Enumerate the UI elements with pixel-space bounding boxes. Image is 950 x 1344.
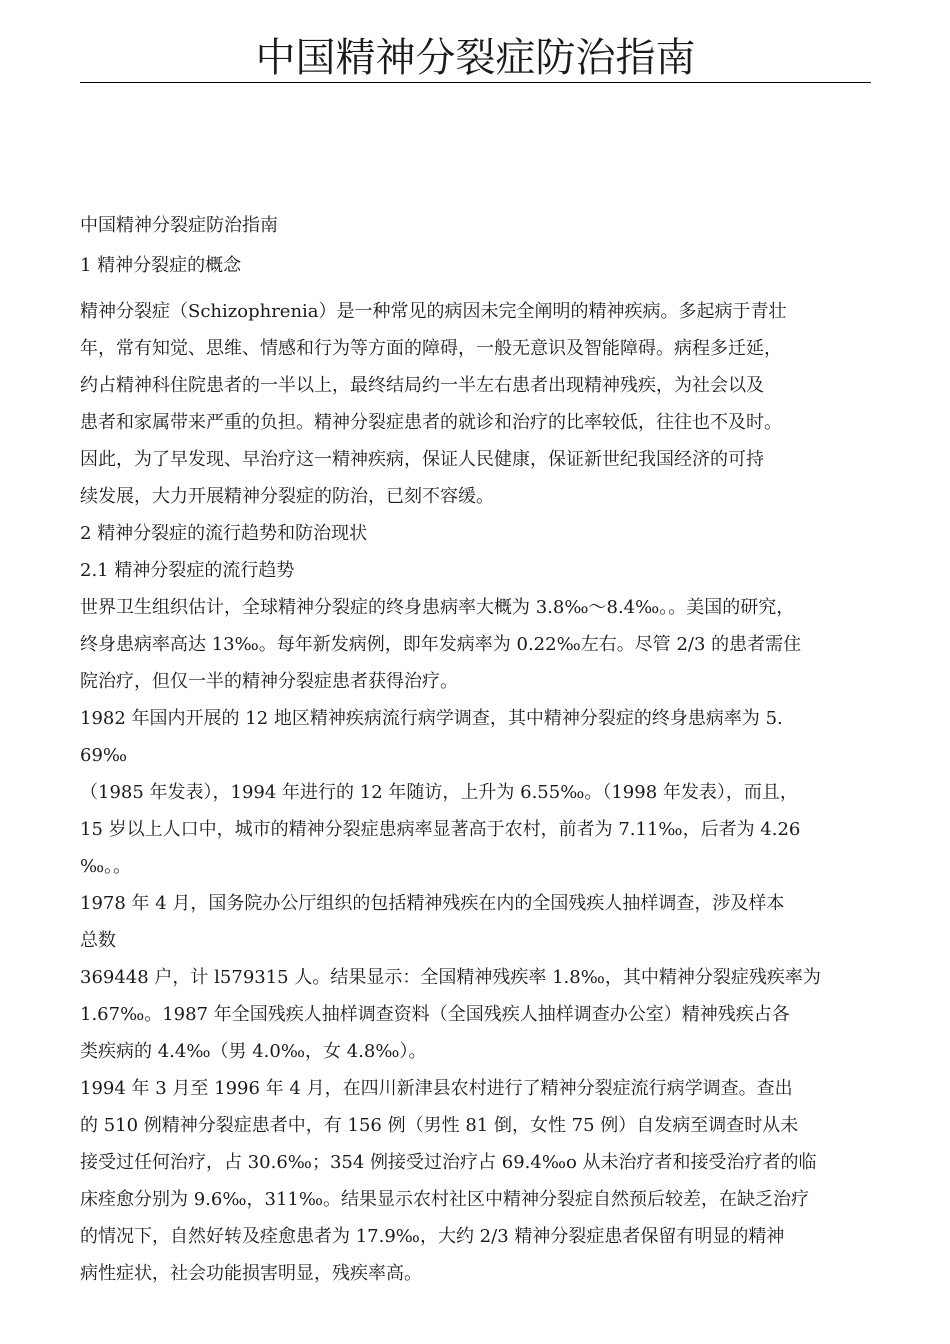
paragraph-line: 15 岁以上人口中，城市的精神分裂症患病率显著高于农村，前者为 7.11‰，后者为 4.26: [80, 819, 801, 840]
paragraph-line: 因此，为了早发现、早治疗这一精神疾病，保证人民健康，保证新世纪我国经济的可持: [80, 449, 764, 470]
section-heading-1: 1 精神分裂症的概念: [80, 255, 242, 276]
page-header: [80, 28, 871, 83]
paragraph-line: 精神分裂症（Schizophrenia）是一种常见的病因未完全阐明的精神疾病。多起病于青壮: [80, 301, 787, 322]
paragraph-disability-survey: [80, 885, 880, 1070]
paragraph-line: （1985 年发表），1994 年进行的 12 年随访，上升为 6.55‰。（1998 年发表），而且，: [80, 782, 798, 803]
paragraph-line: 院治疗，但仅一半的精神分裂症患者获得治疗。: [80, 671, 458, 692]
paragraph-line: 类疾病的 4.4‰（男 4.0‰，女 4.8‰）。: [80, 1041, 427, 1062]
section-heading-2: 2 精神分裂症的流行趋势和防治现状: [80, 523, 368, 544]
paragraph-line: 的 510 例精神分裂症患者中，有 156 例（男性 81 倒，女性 75 例）自发病至调查时从未: [80, 1115, 799, 1136]
paragraph-line: 世界卫生组织估计，全球精神分裂症的终身患病率大概为 3.8‰～8.4‰。。美国的研究，: [80, 597, 795, 618]
paragraph-line: 终身患病率高达 13‰。每年新发病例，即年发病率为 0.22‰左右。尽管 2/3 的患者需住: [80, 634, 802, 655]
paragraph-line: ‰。。: [80, 856, 132, 877]
document-title: 中国精神分裂症防治指南: [80, 215, 278, 236]
paragraph-line: 续发展，大力开展精神分裂症的防治，已刻不容缓。: [80, 486, 494, 507]
paragraph-line: 1.67‰。1987 年全国残疾人抽样调查资料（全国残疾人抽样调查办公室）精神残疾占各: [80, 1004, 790, 1025]
paragraph-line: 369448 户，计 l579315 人。结果显示：全国精神残疾率 1.8‰，其中精神分裂症残疾率为: [80, 967, 821, 988]
paragraph-line: 年，常有知觉、思维、情感和行为等方面的障碍，一般无意识及智能障碍。病程多迁延，: [80, 338, 782, 359]
paragraph-world-prevalence: [80, 589, 880, 700]
paragraph-line: 总数: [80, 930, 116, 951]
paragraph-line: 患者和家属带来严重的负担。精神分裂症患者的就诊和治疗的比率较低，往往也不及时。: [80, 412, 782, 433]
paragraph-line: 的情况下，自然好转及痊愈患者为 17.9‰，大约 2/3 精神分裂症患者保留有明显的精神: [80, 1226, 785, 1247]
paragraph-line: 69‰: [80, 745, 128, 766]
paragraph-concept: [80, 293, 880, 515]
section-heading-2-1: 2.1 精神分裂症的流行趋势: [80, 560, 295, 581]
paragraph-line: 1978 年 4 月，国务院办公厅组织的包括精神残疾在内的全国残疾人抽样调查，涉及样本: [80, 893, 785, 914]
page-header-title: 中国精神分裂症防治指南: [255, 35, 696, 81]
paragraph-china-1982-survey: [80, 700, 880, 885]
paragraph-line: 床痊愈分别为 9.6‰，311‰。结果显示农村社区中精神分裂症自然预后较差，在缺乏治疗: [80, 1189, 810, 1210]
paragraph-sichuan-survey: [80, 1070, 880, 1292]
paragraph-line: 约占精神科住院患者的一半以上，最终结局约一半左右患者出现精神残疾，为社会以及: [80, 375, 764, 396]
paragraph-line: 接受过任何治疗，占 30.6‰；354 例接受过治疗占 69.4‰o 从未治疗者和接受治疗者的临: [80, 1152, 817, 1173]
paragraph-line: 病性症状，社会功能损害明显，残疾率高。: [80, 1263, 422, 1284]
document-body: [80, 211, 880, 1292]
paragraph-line: 1982 年国内开展的 12 地区精神疾病流行病学调查，其中精神分裂症的终身患病率为 5.: [80, 708, 783, 729]
paragraph-line: 1994 年 3 月至 1996 年 4 月，在四川新津县农村进行了精神分裂症流行病学调查。查出: [80, 1078, 793, 1099]
